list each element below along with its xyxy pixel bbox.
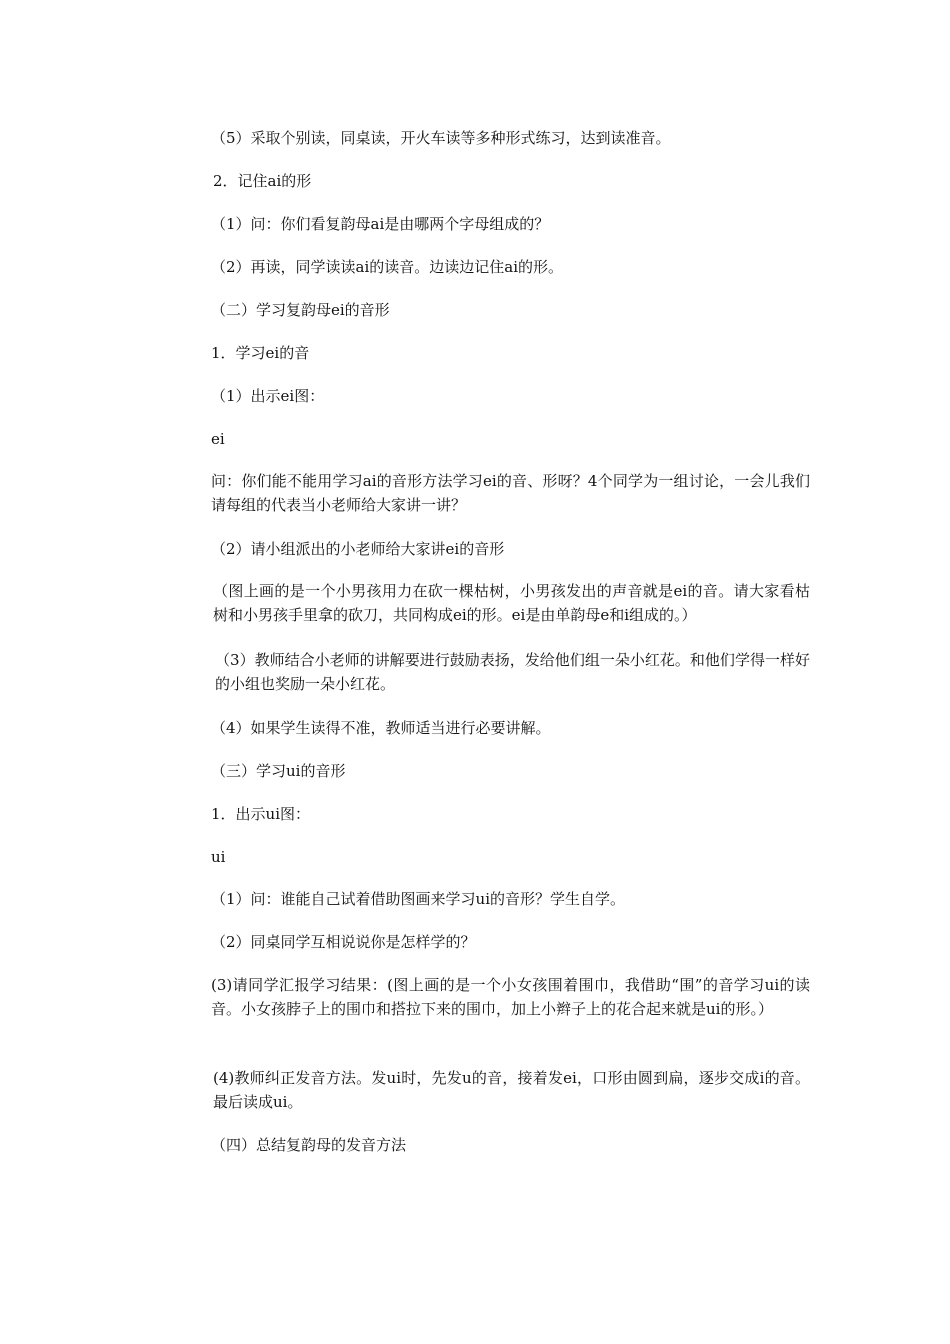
paragraph-ask-ui-self-study: （1）问：谁能自己试着借助图画来学习ui的音形？学生自学。 — [211, 890, 626, 908]
paragraph-text: (3)请同学汇报学习结果：(图上画的是一个小女孩围着围巾，我借助“围”的音学习ui的读音。小女孩脖子上的围巾和搭拉下来的围巾，加上小辫子上的花合起来就是ui的形。） — [211, 976, 810, 1018]
paragraph-correct-pronunciation — [145, 1066, 810, 1114]
label-ei: ei — [211, 430, 225, 448]
paragraph-report-ui-results — [145, 973, 810, 1021]
paragraph-text: （3）教师结合小老师的讲解要进行鼓励表扬，发给他们组一朵小红花。和他们学得一样好的小组也奖励一朵小红花。 — [215, 651, 810, 693]
section-heading-summary: （四）总结复韵母的发音方法 — [211, 1136, 407, 1154]
paragraph-text: (4)教师纠正发音方法。发ui时，先发u的音，接着发ei，口形由圆到扁，逐步交成i的音。最后读成ui。 — [213, 1069, 810, 1111]
paragraph-teacher-explain: （4）如果学生读得不准，教师适当进行必要讲解。 — [211, 719, 551, 737]
heading-show-ui-picture: 1．出示ui图： — [211, 805, 311, 823]
paragraph-ask-ai-letters: （1）问：你们看复韵母ai是由哪两个字母组成的？ — [211, 215, 550, 233]
heading-learn-ei-sound: 1．学习ei的音 — [211, 344, 310, 362]
paragraph-ei-picture-explanation — [145, 579, 810, 627]
paragraph-desk-mates-discuss: （2）同桌同学互相说说你是怎样学的？ — [211, 933, 476, 951]
heading-remember-ai-shape: 2．记住ai的形 — [213, 172, 312, 190]
paragraph-ei-discussion-question — [145, 469, 810, 517]
paragraph-reread-ai: （2）再读，同学读读ai的读音。边读边记住ai的形。 — [211, 258, 564, 276]
label-ui: ui — [211, 848, 226, 866]
paragraph-show-ei-picture: （1）出示ei图： — [211, 387, 325, 405]
paragraph-text: （图上画的是一个小男孩用力在砍一棵枯树，小男孩发出的声音就是ei的音。请大家看枯树和小男孩手里拿的砍刀，共同构成ei的形。ei是由单韵母e和i组成的。） — [213, 582, 810, 624]
paragraph-practice-reading: （5）采取个别读，同桌读，开火车读等多种形式练习，达到读准音。 — [211, 129, 671, 147]
section-heading-ei: （二）学习复韵母ei的音形 — [211, 301, 390, 319]
paragraph-teacher-praise — [145, 648, 810, 696]
section-heading-ui: （三）学习ui的音形 — [211, 762, 346, 780]
paragraph-text: 问：你们能不能用学习ai的音形方法学习ei的音、形呀？4个同学为一组讨论，一会儿我们请每组的代表当小老师给大家讲一讲？ — [211, 472, 810, 514]
paragraph-group-teacher-ei: （2）请小组派出的小老师给大家讲ei的音形 — [211, 540, 505, 558]
